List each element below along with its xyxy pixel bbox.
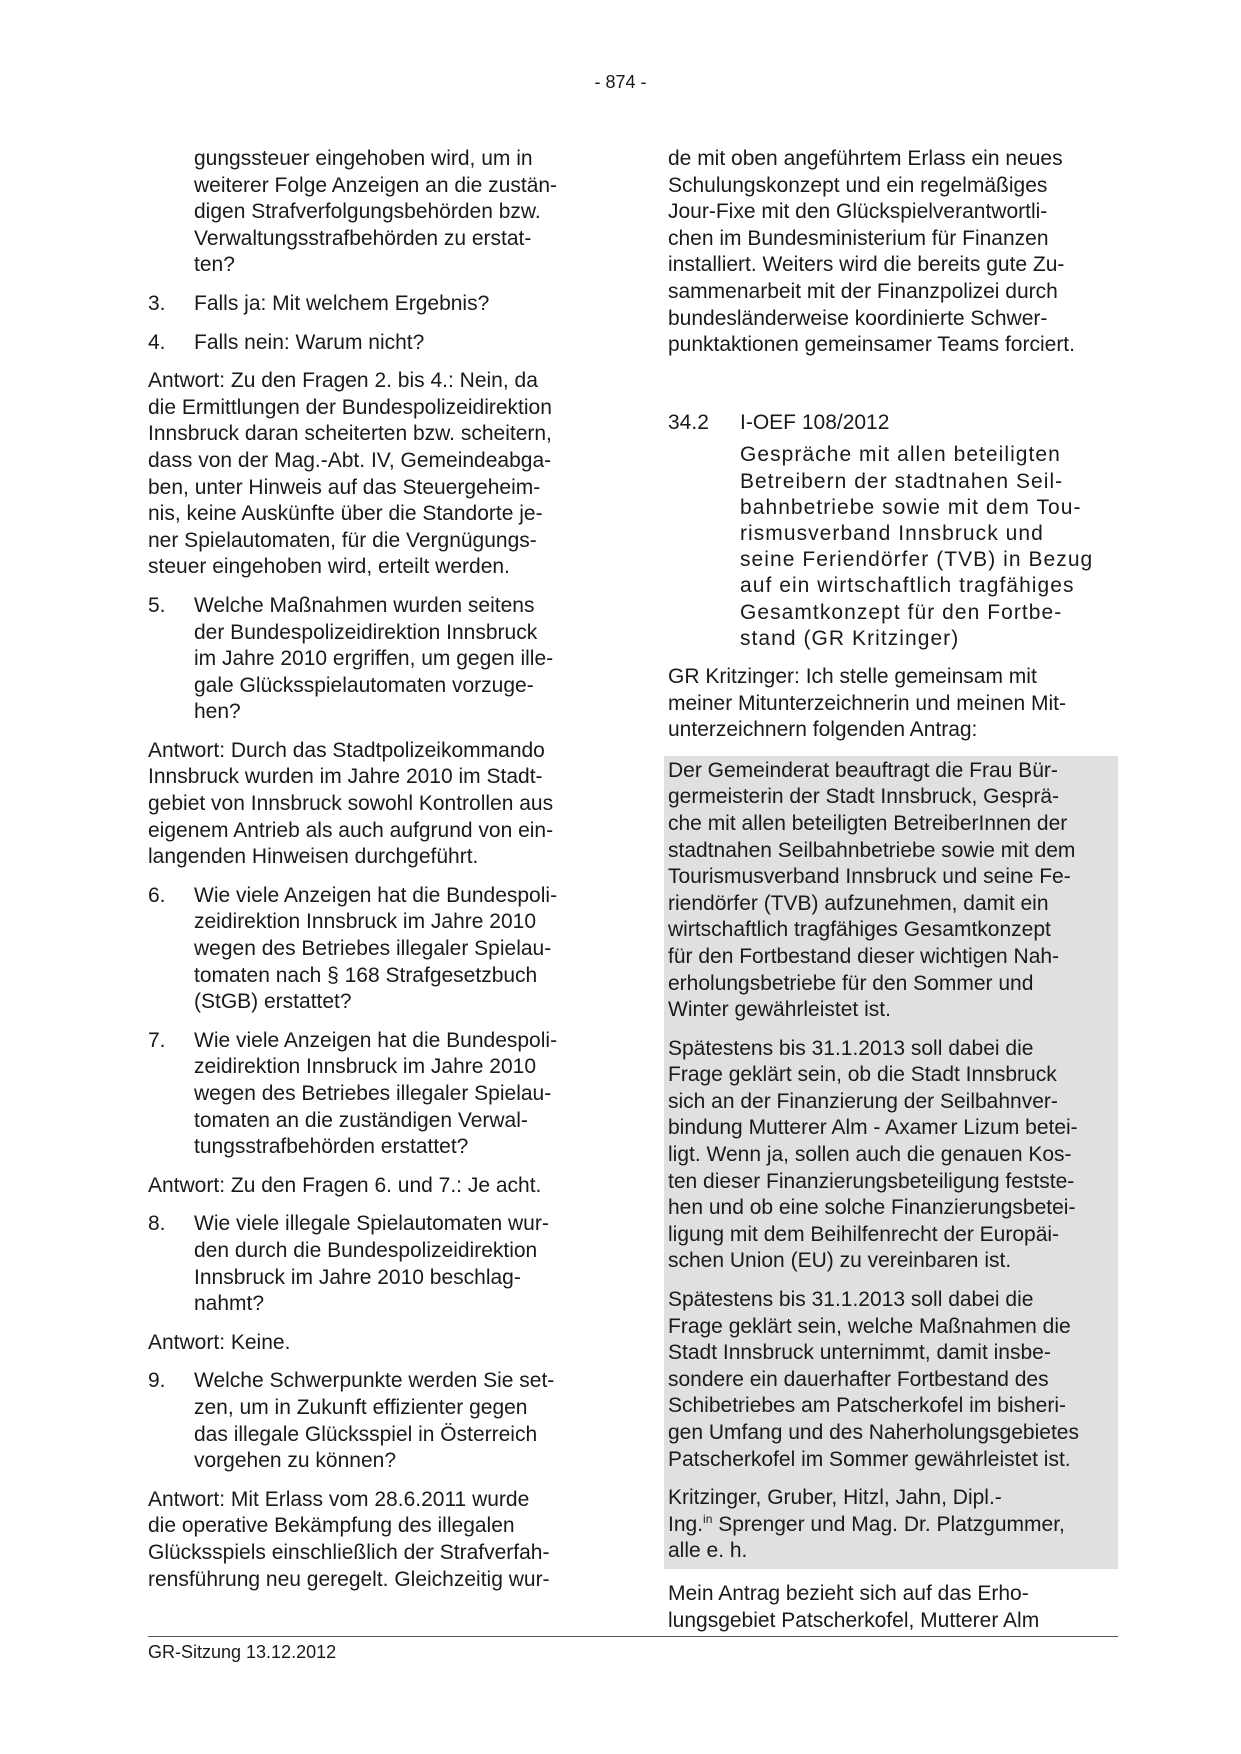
text-line: stand (GR Kritzinger) [740, 626, 960, 650]
text-line: wegen des Betriebes illegaler Spielau- [194, 937, 552, 961]
text-line: rensführung neu geregelt. Gleichzeitig wur- [148, 1567, 550, 1591]
question-7 [148, 1028, 596, 1161]
text-line: de mit oben angeführtem Erlass ein neues [668, 147, 1063, 170]
text-line: ten? [194, 253, 235, 277]
text-line: vorgehen zu können? [194, 1449, 396, 1473]
text-line: Welche Schwerpunkte werden Sie set- [194, 1369, 555, 1393]
text-line: ten dieser Finanzierungsbeteiligung festste- [668, 1169, 1075, 1193]
text-line: Wie viele Anzeigen hat die Bundespoli- [194, 883, 558, 907]
question-8 [148, 1211, 596, 1317]
answer-9-continuation [668, 146, 1118, 359]
text-line: sich an der Finanzierung der Seilbahnver- [668, 1089, 1058, 1113]
text-line: Antwort: Mit Erlass vom 28.6.2011 wurde [148, 1487, 530, 1511]
question-6 [148, 883, 596, 1016]
text-line: Betreibern der stadtnahen Seil- [740, 469, 1064, 493]
text-line: Glücksspiels einschließlich der Strafverfah- [148, 1540, 550, 1564]
question-4 [148, 330, 596, 357]
text-line: Schibetriebes am Patscherkofel im bisheri- [668, 1394, 1066, 1418]
text-line: Tourismusverband Innsbruck und seine Fe- [668, 865, 1071, 889]
question-number: 9. [148, 1369, 166, 1393]
text-line: Welche Maßnahmen wurden seitens [194, 593, 535, 617]
question-number: 4. [148, 330, 166, 354]
question-2-continuation [194, 146, 596, 279]
text-line: punktaktionen gemeinsamer Teams forciert. [668, 333, 1075, 357]
text-line: Der Gemeinderat beauftragt die Frau Bür- [668, 758, 1058, 782]
question-text [194, 330, 596, 357]
text-line: chen im Bundesministerium für Finanzen [668, 226, 1049, 250]
text-line: Wie viele illegale Spielautomaten wur- [194, 1212, 549, 1236]
left-column [148, 146, 596, 1605]
text-line: hen? [194, 700, 241, 724]
question-number: 3. [148, 291, 166, 315]
text-line: Antwort: Zu den Fragen 6. und 7.: Je acht. [148, 1173, 542, 1197]
text-line: wegen des Betriebes illegaler Spielau- [194, 1082, 552, 1105]
text-line: Spätestens bis 31.1.2013 soll dabei die [668, 1288, 1034, 1312]
text-line: tomaten nach § 168 Strafgesetzbuch [194, 963, 538, 987]
answer-2-4 [148, 368, 596, 581]
text-line: im Jahre 2010 ergriffen, um gegen ille- [194, 647, 554, 671]
footer-rule [148, 1636, 1118, 1637]
text-line: che mit allen beteiligten BetreiberInnen der [668, 811, 1068, 835]
text-line: GR Kritzinger: Ich stelle gemeinsam mit [668, 664, 1037, 688]
question-3 [148, 291, 596, 318]
agenda-title [740, 442, 1118, 652]
signatories-ing: Ing. [668, 1512, 704, 1536]
text-line: Wie viele Anzeigen hat die Bundespoli- [194, 1028, 558, 1052]
question-9 [148, 1368, 596, 1474]
text-line: Mein Antrag bezieht sich auf das Erho- [668, 1581, 1029, 1605]
text-line: Antwort: Keine. [148, 1330, 291, 1354]
text-line: zeidirektion Innsbruck im Jahre 2010 [194, 910, 537, 934]
text-line: die operative Bekämpfung des illegalen [148, 1514, 515, 1538]
text-line: erholungsbetriebe für den Sommer und [668, 971, 1034, 995]
text-line: Patscherkofel im Sommer gewährleistet ist. [668, 1447, 1071, 1471]
closing-statement [668, 1581, 1118, 1634]
answer-5 [148, 738, 596, 871]
question-5 [148, 593, 596, 726]
text-line: die Ermittlungen der Bundespolizeidirektion [148, 395, 552, 419]
text-line: tomaten an die zuständigen Verwal- [194, 1108, 528, 1132]
text-line: ben, unter Hinweis auf das Steuergeheim- [148, 475, 541, 499]
page-number: - 874 - [594, 72, 647, 92]
text-line: eigenem Antrieb als auch aufgrund von ein- [148, 818, 554, 842]
text-line: ligung mit dem Beihilfenrecht der Europäi- [668, 1222, 1060, 1246]
text-line: der Bundespolizeidirektion Innsbruck [194, 620, 538, 644]
text-line: bahnbetriebe sowie mit dem Tou- [740, 495, 1082, 519]
question-text [194, 1028, 596, 1161]
text-line: gale Glücksspielautomaten vorzuge- [194, 673, 534, 697]
text-line: Frage geklärt sein, welche Maßnahmen die [668, 1314, 1071, 1338]
question-text [194, 1368, 596, 1474]
motion-text-box [664, 756, 1118, 1569]
text-line: langenden Hinweisen durchgeführt. [148, 845, 479, 869]
text-line: Falls nein: Warum nicht? [194, 330, 425, 354]
text-line: seine Feriendörfer (TVB) in Bezug [740, 548, 1094, 572]
text-line: hen und ob eine solche Finanzierungsbetei- [668, 1196, 1076, 1220]
question-text [194, 1211, 596, 1317]
text-line: Innsbruck daran scheiterten bzw. scheitern, [148, 422, 552, 446]
text-line: bundesländerweise koordinierte Schwer- [668, 306, 1048, 330]
question-number: 7. [148, 1028, 166, 1052]
text-line: Schulungskonzept und ein regelmäßiges [668, 173, 1048, 197]
text-line: ner Spielautomaten, für die Vergnügungs- [148, 528, 537, 552]
text-line: ligt. Wenn ja, sollen auch die genauen Kos- [668, 1143, 1072, 1167]
text-line: Winter gewährleistet ist. [668, 998, 891, 1022]
text-line: weiterer Folge Anzeigen an die zustän- [194, 173, 558, 197]
text-line: schen Union (EU) zu vereinbaren ist. [668, 1249, 1012, 1273]
text-line: Antwort: Durch das Stadtpolizeikommando [148, 738, 545, 762]
text-line: Frage geklärt sein, ob die Stadt Innsbruck [668, 1063, 1057, 1087]
text-line: rismusverband Innsbruck und [740, 521, 1044, 545]
motion-paragraph-3 [668, 1287, 1118, 1473]
signatories-superscript: in [703, 1511, 713, 1526]
text-line: zeidirektion Innsbruck im Jahre 2010 [194, 1055, 537, 1079]
text-line: nis, keine Auskünfte über die Standorte je- [148, 502, 543, 526]
text-line: das illegale Glücksspiel in Österreich [194, 1422, 538, 1446]
text-line: nahmt? [194, 1292, 265, 1316]
footer-session-date: GR-Sitzung 13.12.2012 [148, 1642, 337, 1662]
text-line: unterzeichnern folgenden Antrag: [668, 718, 978, 742]
text-line: gen Umfang und des Naherholungsgebietes [668, 1421, 1079, 1444]
text-line: Innsbruck im Jahre 2010 beschlag- [194, 1265, 521, 1289]
text-line: zen, um in Zukunft effizienter gegen [194, 1395, 528, 1419]
question-number: 6. [148, 883, 166, 907]
text-line: Verwaltungsstrafbehörden zu erstat- [194, 226, 532, 250]
agenda-reference: I-OEF 108/2012 [740, 410, 890, 434]
signatories [668, 1485, 1118, 1569]
text-line: lungsgebiet Patscherkofel, Mutterer Alm [668, 1608, 1040, 1632]
motion-intro [668, 664, 1118, 744]
text-line: gebiet von Innsbruck sowohl Kontrollen aus [148, 792, 554, 816]
text-line: steuer eingehoben wird, erteilt werden. [148, 555, 510, 579]
text-line: meiner Mitunterzeichnerin und meinen Mit- [668, 691, 1067, 715]
question-number: 8. [148, 1212, 166, 1236]
text-line: stadtnahen Seilbahnbetriebe sowie mit dem [668, 838, 1076, 862]
text-line: digen Strafverfolgungsbehörden bzw. [194, 200, 541, 224]
signatories-line-3: alle e. h. [668, 1539, 748, 1563]
text-line: sammenarbeit mit der Finanzpolizei durch [668, 279, 1058, 303]
text-line: germeisterin der Stadt Innsbruck, Gesprä- [668, 785, 1060, 809]
text-line: Falls ja: Mit welchem Ergebnis? [194, 291, 490, 315]
question-text [194, 593, 596, 726]
text-line: für den Fortbestand dieser wichtigen Nah- [668, 944, 1060, 968]
answer-6-7 [148, 1173, 596, 1200]
question-number: 5. [148, 593, 166, 617]
text-line: gungssteuer eingehoben wird, um in [194, 147, 533, 170]
text-line: Stadt Innsbruck unternimmt, damit insbe- [668, 1341, 1051, 1365]
text-line: Innsbruck wurden im Jahre 2010 im Stadt- [148, 765, 543, 789]
signatories-line-1: Kritzinger, Gruber, Hitzl, Jahn, Dipl.- [668, 1486, 1002, 1510]
text-line: (StGB) erstattet? [194, 990, 352, 1014]
text-line: Gespräche mit allen beteiligten [740, 443, 1061, 467]
text-line: bindung Mutterer Alm - Axamer Lizum betei- [668, 1116, 1078, 1140]
question-text [194, 291, 596, 318]
text-line: dass von der Mag.-Abt. IV, Gemeindeabga- [148, 448, 552, 472]
text-line: den durch die Bundespolizeidirektion [194, 1238, 538, 1262]
text-line: auf ein wirtschaftlich tragfähiges [740, 574, 1075, 598]
signatories-line-2: Sprenger und Mag. Dr. Platzgummer, [712, 1512, 1065, 1536]
question-text [194, 883, 596, 1016]
text-line: installiert. Weiters wird die bereits gute Zu- [668, 253, 1065, 277]
answer-8 [148, 1330, 596, 1357]
answer-9 [148, 1487, 596, 1593]
text-line: sondere ein dauerhafter Fortbestand des [668, 1367, 1049, 1391]
text-line: tungsstrafbehörden erstattet? [194, 1135, 469, 1159]
text-line: riendörfer (TVB) aufzunehmen, damit ein [668, 891, 1049, 915]
agenda-item-heading [668, 410, 1118, 437]
motion-paragraph-1 [668, 758, 1118, 1024]
text-line: wirtschaftlich tragfähiges Gesamtkonzept [668, 918, 1051, 942]
agenda-number: 34.2 [668, 410, 709, 434]
right-column [668, 146, 1118, 1646]
text-line: Spätestens bis 31.1.2013 soll dabei die [668, 1036, 1034, 1060]
motion-paragraph-2 [668, 1036, 1118, 1275]
text-line: Antwort: Zu den Fragen 2. bis 4.: Nein, da [148, 369, 538, 393]
text-line: Gesamtkonzept für den Fortbe- [740, 600, 1063, 624]
text-line: Jour-Fixe mit den Glückspielverantwortli- [668, 200, 1048, 224]
